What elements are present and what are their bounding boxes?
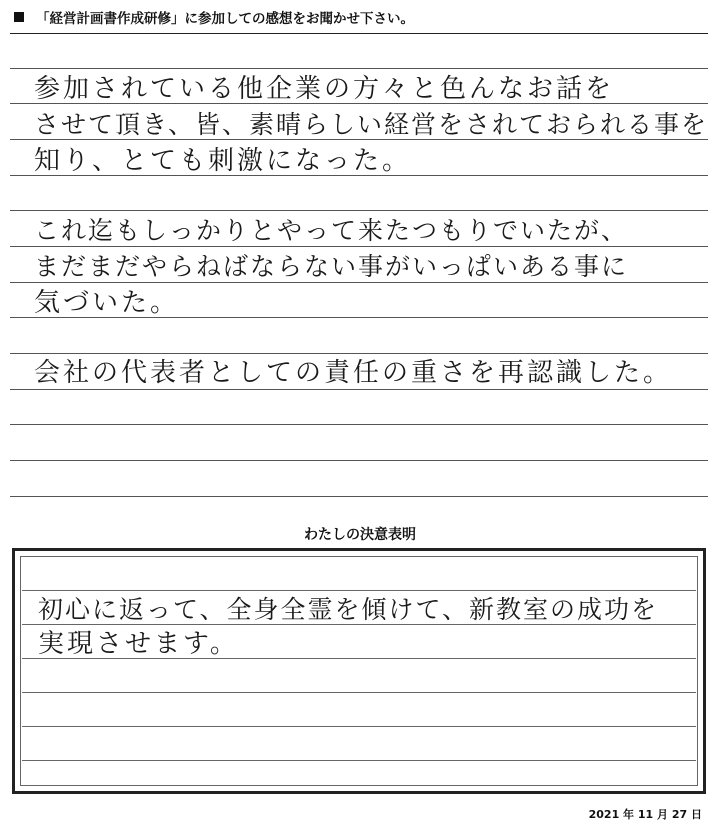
box-ruled-line — [22, 590, 696, 591]
box-ruled-line — [22, 726, 696, 727]
form-date: 2021 年 11 月 27 日 — [588, 808, 702, 821]
impression-line: 気づいた。 — [34, 288, 180, 318]
question-text: 「経営計画書作成研修」に参加しての感想をお聞かせ下さい。 — [36, 11, 414, 27]
resolution-line: 実現させます。 — [38, 629, 239, 659]
box-ruled-line — [22, 692, 696, 693]
ruled-line — [10, 460, 708, 461]
resolution-line: 初心に返って、全身全霊を傾けて、新教室の成功を — [38, 595, 659, 624]
ruled-line — [10, 210, 708, 211]
black-square-icon — [14, 12, 24, 22]
impression-line: させて頂き、皆、素晴らしい経営をされておられる事を — [34, 110, 709, 139]
question-header — [14, 6, 414, 28]
resolution-title: わたしの決意表明 — [304, 527, 416, 543]
ruled-line — [10, 424, 708, 425]
ruled-line — [10, 496, 708, 497]
impression-line: これ迄もしっかりとやって来たつもりでいたが、 — [34, 216, 629, 245]
box-ruled-line — [22, 760, 696, 761]
ruled-line — [10, 33, 708, 34]
impression-line: 会社の代表者としての責任の重さを再認識した。 — [34, 358, 673, 388]
impression-line: まだまだやらねばならない事がいっぱいある事に — [34, 252, 629, 281]
impression-line: 知り、とても刺激になった。 — [34, 146, 412, 176]
ruled-line — [10, 68, 708, 69]
impression-line: 参加されている他企業の方々と色んなお話を — [34, 74, 615, 104]
resolution-box — [12, 548, 706, 794]
ruled-line — [10, 353, 708, 354]
